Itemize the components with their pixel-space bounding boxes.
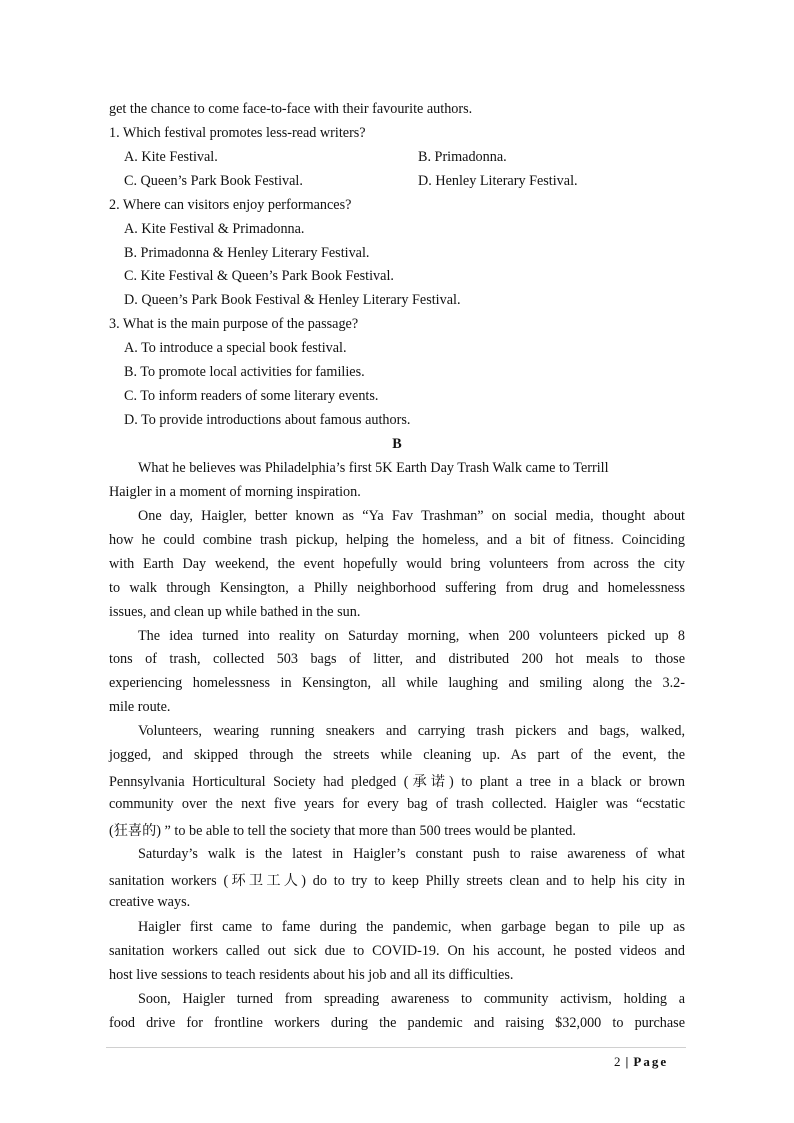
- passage-line: to walk through Kensington, a Philly neighborhood suffering from drug and homelessness: [109, 580, 685, 596]
- passage-line: mile route.: [109, 699, 171, 715]
- footer-divider: [106, 1047, 686, 1048]
- passage-line: (狂喜的) ” to be able to tell the society that more than 500 trees would be planted.: [109, 823, 576, 839]
- passage-line: What he believes was Philadelphia’s first 5K Earth Day Trash Walk came to Terrill: [138, 460, 609, 476]
- question-3-option-c: C. To inform readers of some literary events.: [124, 388, 379, 404]
- question-3-option-b: B. To promote local activities for families.: [124, 364, 365, 380]
- section-heading: B: [392, 436, 402, 452]
- passage-line: Haigler in a moment of morning inspiration.: [109, 484, 361, 500]
- question-2-option-d: D. Queen’s Park Book Festival & Henley Literary Festival.: [124, 292, 461, 308]
- passage-line: jogged, and skipped through the streets while cleaning up. As part of the event, the: [109, 747, 685, 763]
- passage-line: The idea turned into reality on Saturday morning, when 200 volunteers picked up 8: [138, 628, 685, 644]
- passage-line: experiencing homelessness in Kensington, all while laughing and smiling along the 3.2-: [109, 675, 685, 691]
- passage-line: with Earth Day weekend, the event hopefully would bring volunteers from across the city: [109, 556, 685, 572]
- question-3-option-d: D. To provide introductions about famous authors.: [124, 412, 411, 428]
- passage-line: Saturday’s walk is the latest in Haigler’s constant push to raise awareness of what: [138, 846, 685, 862]
- passage-line: sanitation workers called out sick due to COVID-19. On his account, he posted videos and: [109, 943, 685, 959]
- passage-line: food drive for frontline workers during the pandemic and raising $32,000 to purchase: [109, 1015, 685, 1031]
- intro-tail-text: get the chance to come face-to-face with their favourite authors.: [109, 101, 473, 117]
- page-footer: [614, 1054, 668, 1070]
- passage-line: Volunteers, wearing running sneakers and carrying trash pickers and bags, walked,: [138, 723, 685, 739]
- question-1-option-c: C. Queen’s Park Book Festival.: [124, 173, 303, 189]
- passage-line: Pennsylvania Horticultural Society had pledged (承诺) to plant a tree in a black or brown: [109, 774, 685, 790]
- passage-line: how he could combine trash pickup, helping the homeless, and a bit of fitness. Coinciding: [109, 532, 685, 548]
- question-2-stem: 2. Where can visitors enjoy performances?: [109, 197, 352, 213]
- passage-line: Soon, Haigler turned from spreading awareness to community activism, holding a: [138, 991, 685, 1007]
- footer-separator: |: [625, 1054, 630, 1069]
- question-2-option-a: A. Kite Festival & Primadonna.: [124, 221, 305, 237]
- question-1-option-a: A. Kite Festival.: [124, 149, 218, 165]
- passage-line: sanitation workers (环卫工人) do to try to keep Philly streets clean and to help his city in: [109, 873, 685, 889]
- page-label: Page: [633, 1054, 669, 1069]
- page-number: 2: [614, 1054, 622, 1069]
- passage-line: host live sessions to teach residents about his job and all its difficulties.: [109, 967, 514, 983]
- question-3-option-a: A. To introduce a special book festival.: [124, 340, 347, 356]
- question-3-stem: 3. What is the main purpose of the passage?: [109, 316, 359, 332]
- question-1-option-d: D. Henley Literary Festival.: [418, 173, 578, 189]
- passage-line: community over the next five years for every bag of trash collected. Haigler was “ecstatic: [109, 796, 685, 812]
- question-1-option-b: B. Primadonna.: [418, 149, 507, 165]
- question-2-option-b: B. Primadonna & Henley Literary Festival.: [124, 245, 370, 261]
- passage-line: creative ways.: [109, 894, 191, 910]
- passage-line: One day, Haigler, better known as “Ya Fav Trashman” on social media, thought about: [138, 508, 685, 524]
- passage-line: Haigler first came to fame during the pandemic, when garbage began to pile up as: [138, 919, 685, 935]
- passage-line: issues, and clean up while bathed in the sun.: [109, 604, 361, 620]
- passage-line: tons of trash, collected 503 bags of litter, and distributed 200 hot meals to those: [109, 651, 685, 667]
- question-2-option-c: C. Kite Festival & Queen’s Park Book Festival.: [124, 268, 394, 284]
- question-1-stem: 1. Which festival promotes less-read writers?: [109, 125, 366, 141]
